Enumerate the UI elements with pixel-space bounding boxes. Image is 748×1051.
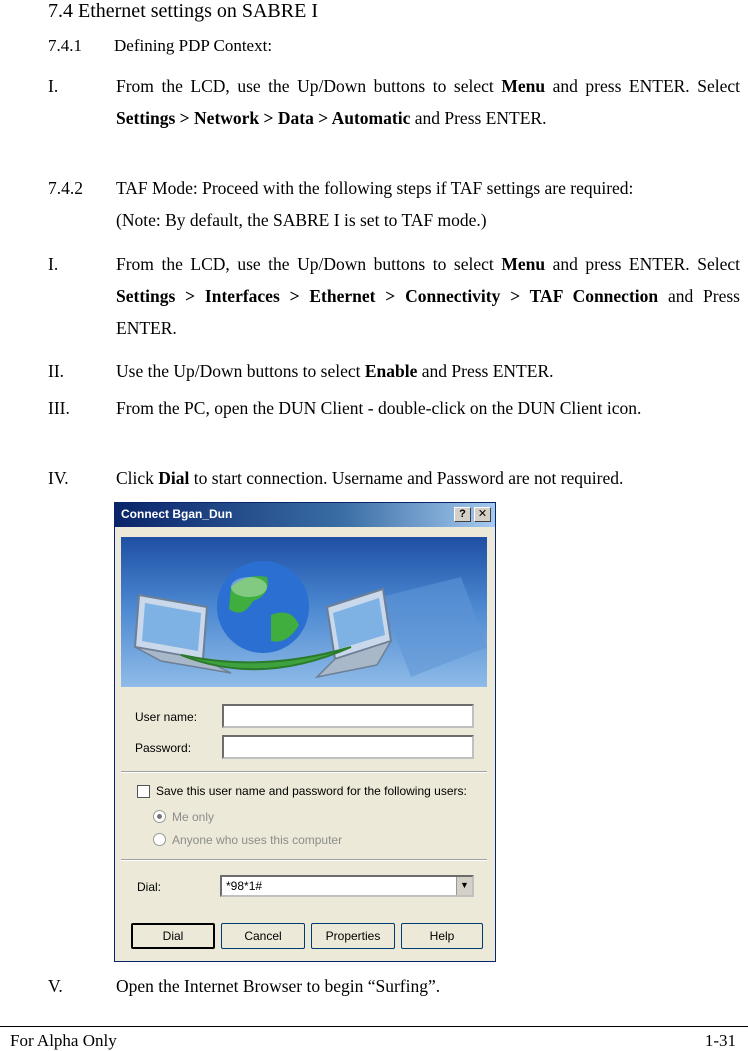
step-marker: V. xyxy=(48,976,63,996)
dial-number-select[interactable] xyxy=(220,875,474,897)
cancel-button[interactable]: Cancel xyxy=(221,923,305,949)
dial-button[interactable]: Dial xyxy=(131,923,215,949)
right-laptop-graphic xyxy=(317,589,391,677)
connect-dialog xyxy=(114,502,496,962)
footer-label: For Alpha Only xyxy=(10,1031,117,1050)
step-marker: I. xyxy=(48,254,59,274)
subsection-742-title: TAF Mode: Proceed with the following steps if TAF settings are required: xyxy=(116,178,634,198)
anyone-radio[interactable] xyxy=(153,833,166,846)
username-input[interactable] xyxy=(222,704,474,728)
username-label: User name: xyxy=(135,710,198,724)
help-button[interactable]: Help xyxy=(401,923,483,949)
footer-rule xyxy=(0,1026,748,1027)
save-credentials-label: Save this user name and password for the following users: xyxy=(156,784,467,798)
save-credentials-checkbox[interactable] xyxy=(137,785,150,798)
password-input[interactable] xyxy=(222,735,474,759)
step-marker: I. xyxy=(48,76,59,96)
dial-number-value: *98*1# xyxy=(226,879,263,893)
help-icon[interactable]: ? xyxy=(454,507,471,522)
me-only-radio[interactable] xyxy=(153,810,166,823)
subsection-number: 7.4.1 xyxy=(48,36,82,55)
step-742-1-text: From the LCD, use the Up/Down buttons to select Menu and press ENTER. Select Settings > Interfaces > Ethernet > Connectivity > TAF Connection and Press ENTER. xyxy=(116,254,740,338)
subsection-741 xyxy=(48,36,272,56)
step-741-1-text: From the LCD, use the Up/Down buttons to select Menu and press ENTER. Select Settings > Network > Data > Automatic and Press ENTER. xyxy=(116,76,740,128)
network-banner-image xyxy=(121,537,487,687)
step-742-5-text: Open the Internet Browser to begin “Surfing”. xyxy=(116,976,441,996)
step-742-3-text: From the PC, open the DUN Client - double-click on the DUN Client icon. xyxy=(116,398,642,418)
network-illustration xyxy=(121,537,487,687)
subsection-742-number: 7.4.2 xyxy=(48,178,83,198)
taf-note: (Note: By default, the SABRE I is set to TAF mode.) xyxy=(116,210,487,230)
globe-graphic xyxy=(217,561,309,653)
page-number: 1-31 xyxy=(704,1031,736,1050)
me-only-label: Me only xyxy=(172,810,215,824)
anyone-label: Anyone who uses this computer xyxy=(172,833,343,847)
dialog-title: Connect Bgan_Dun xyxy=(121,507,233,521)
step-marker: IV. xyxy=(48,468,69,488)
divider xyxy=(121,771,487,773)
step-marker: III. xyxy=(48,398,70,418)
step-742-4-text: Click Dial to start connection. Username and Password are not required. xyxy=(116,468,624,488)
dial-label: Dial: xyxy=(137,880,162,894)
step-742-2-text: Use the Up/Down buttons to select Enable and Press ENTER. xyxy=(116,361,554,381)
close-icon[interactable]: ✕ xyxy=(474,507,491,522)
divider xyxy=(121,859,487,861)
chevron-down-icon[interactable]: ▼ xyxy=(456,877,472,895)
password-label: Password: xyxy=(135,741,192,755)
subsection-title: Defining PDP Context: xyxy=(114,36,273,55)
properties-button[interactable]: Properties xyxy=(311,923,395,949)
dialog-titlebar xyxy=(115,503,495,527)
section-title: 7.4 Ethernet settings on SABRE I xyxy=(48,0,318,22)
step-marker: II. xyxy=(48,361,65,381)
